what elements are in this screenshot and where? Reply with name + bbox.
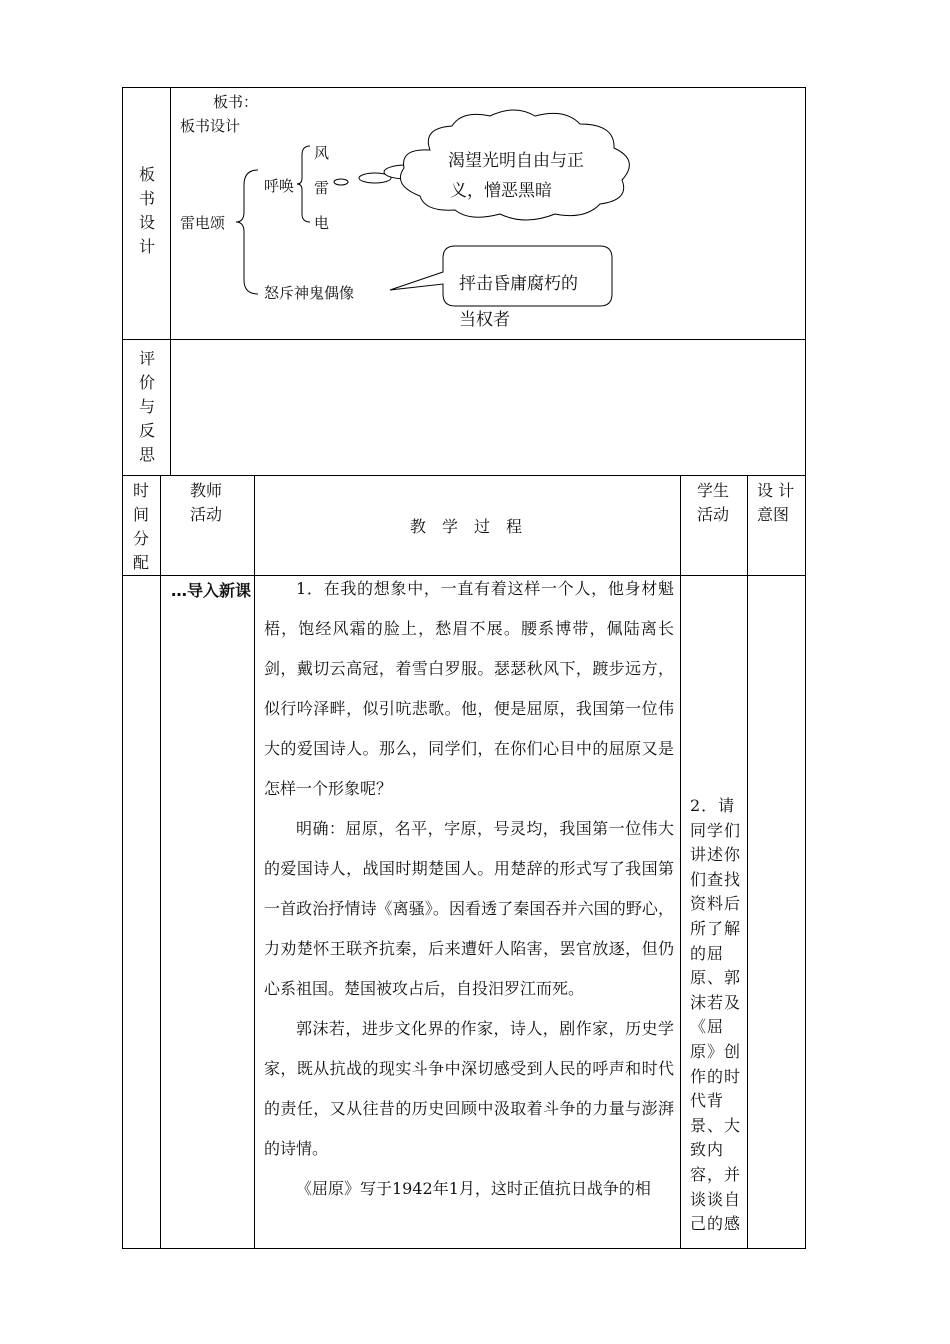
branch-call: 呼唤 xyxy=(264,177,295,195)
call-brace xyxy=(297,146,310,222)
teacher-activity: …导入新课 xyxy=(171,581,252,600)
call-item-wind: 风 xyxy=(314,144,330,162)
student-activity: 2．请同学们讲述你们查找资料后所了解的屈原、郭沫若及《屈原》创作的时代背景、大致内容，并谈谈自己的感 xyxy=(690,796,742,1234)
evaluation-row-label: 评 价 与 反 思 xyxy=(138,349,155,464)
header-teacher: 教师 活动 xyxy=(190,481,223,524)
board-design-row-label: 板 书 设 计 xyxy=(138,165,155,256)
paragraph-guo-moruo: 郭沫若，进步文化界的作家，诗人，剧作家，历史学家，既从抗战的现实斗争中深切感受到人民的呼声和时代的责任，又从往昔的历史回顾中汲取着斗争的力量与澎湃的诗情。 xyxy=(264,1019,674,1158)
header-time: 时 间 分 配 xyxy=(132,481,149,572)
main-topic: 雷电颂 xyxy=(180,214,226,232)
lesson-body xyxy=(264,569,674,1209)
paragraph-quyuan-play: 《屈原》写于1942年1月，这时正值抗日战争的相 xyxy=(296,1179,651,1198)
header-design: 设 计 意图 xyxy=(757,481,795,524)
branch-scold: 怒斥神鬼偶像 xyxy=(264,284,355,302)
board-subheader: 板书设计 xyxy=(180,117,241,135)
paragraph-intro: 1．在我的想象中，一直有着这样一个人，他身材魁梧，饱经风霜的脸上，愁眉不展。腰系博带，佩陆离长剑，戴切云高冠，着雪白罗服。瑟瑟秋风下，踱步远方，似行吟泽畔，似引吭悲歌。他，便是屈原，我国第一位伟大的爱国诗人。那么，同学们，在你们心目中的屈原又是怎样一个形象呢？ xyxy=(264,579,674,798)
header-process: 教 学 过 程 xyxy=(410,517,523,536)
main-brace xyxy=(236,170,258,294)
header-student: 学生 活动 xyxy=(697,481,730,524)
thought-bubble-small xyxy=(334,179,348,185)
call-item-thunder: 雷 xyxy=(314,179,330,197)
call-item-lightning: 电 xyxy=(314,214,330,232)
paragraph-clarify: 明确：屈原，名平，字原，号灵均，我国第一位伟大的爱国诗人，战国时期楚国人。用楚辞的形式写了我国第一首政治抒情诗《离骚》。因看透了秦国吞并六国的野心，力劝楚怀王联齐抗秦，后来遭奸人陷害，罢官放逐，但仍心系祖国。楚国被攻占后，自投汨罗江而死。 xyxy=(264,819,674,998)
callout-text: 抨击昏庸腐朽的 当权者 xyxy=(459,274,578,330)
board-header: 板书： xyxy=(213,93,259,111)
cloud-text: 渴望光明自由与正 义，憎恶黑暗 xyxy=(448,151,584,201)
